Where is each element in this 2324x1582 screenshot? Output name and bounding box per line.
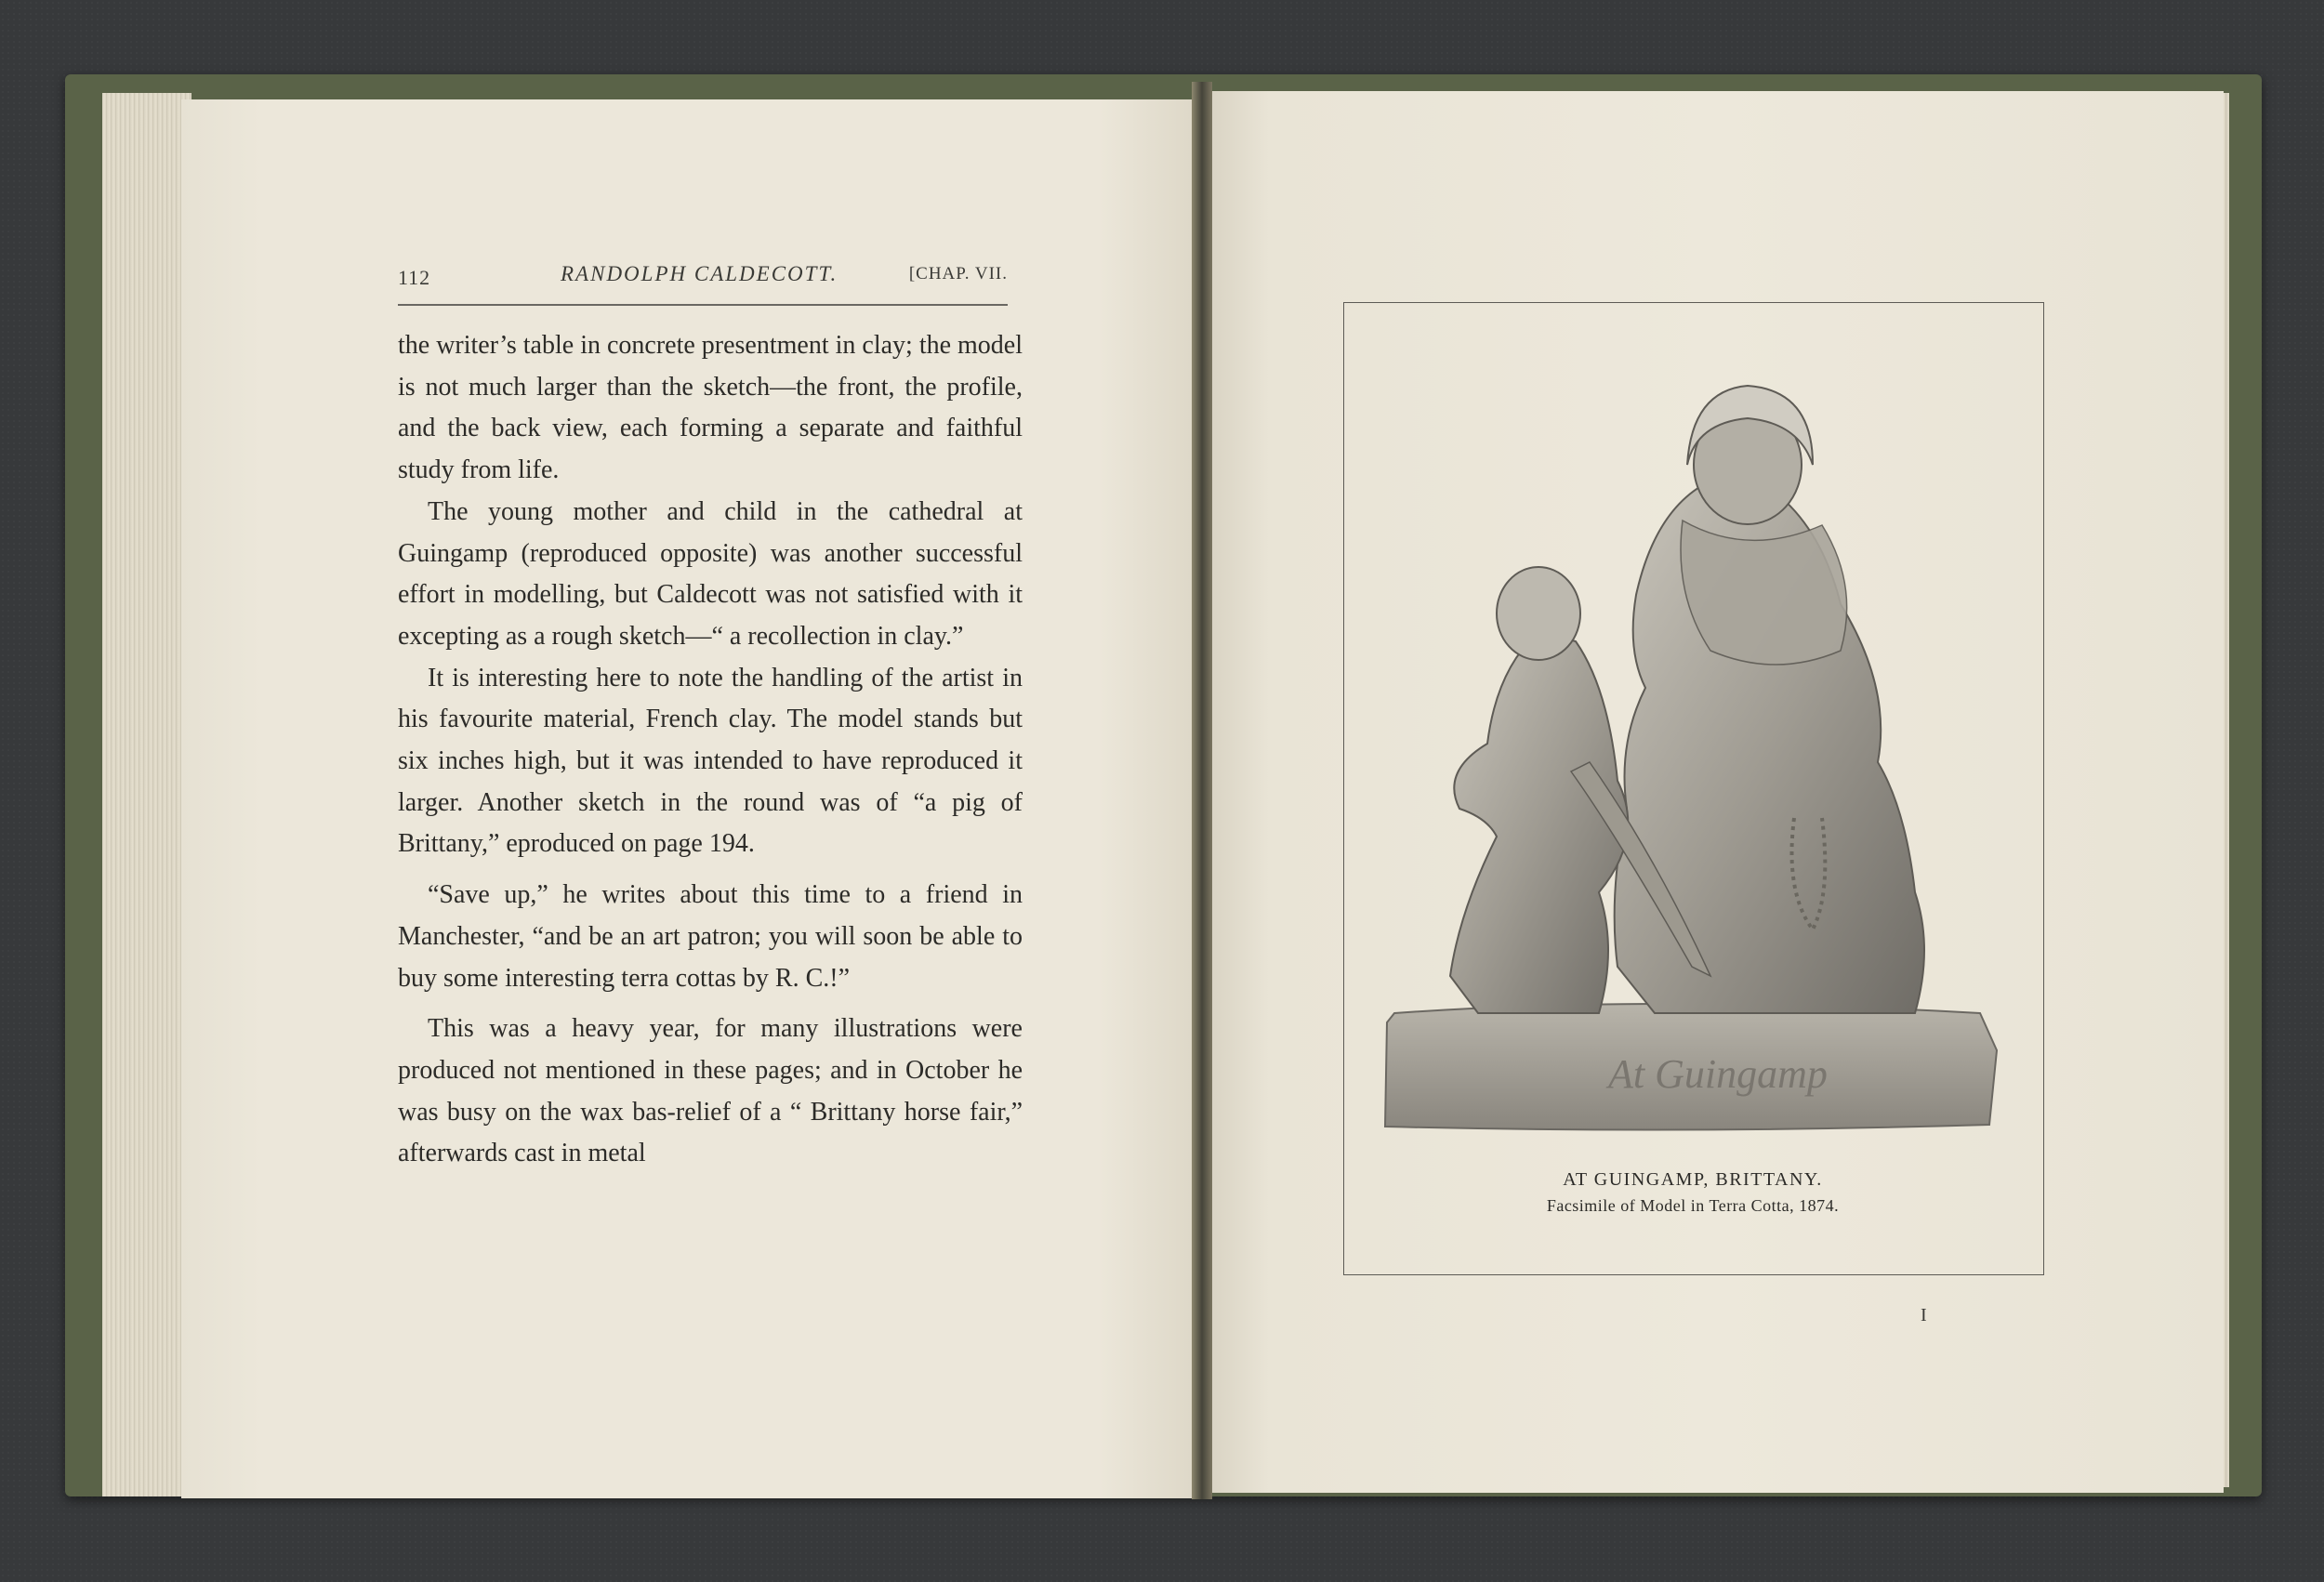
- chapter-label: [CHAP. VII.: [908, 264, 1008, 283]
- figure-caption-title: AT GUINGAMP, BRITTANY.: [1563, 1169, 1823, 1190]
- paragraph: “Save up,” he writes about this time to a friend in Manchester, “and be an art patron; you will soon be able to buy some interesting terra cottas by R. C.!”: [398, 880, 1023, 993]
- signature-mark: I: [1921, 1305, 1927, 1325]
- running-head: [398, 262, 1008, 299]
- paragraph: It is interesting here to note the handling of the artist in his favourite material, French clay. The model stands but six inches high, but it was intended to have reproduced it larger. Another sketch in the round was of “a pig of Brittany,” eproduced on page 194.: [398, 663, 1023, 859]
- base-inscription: At Guingamp: [1608, 1051, 1828, 1097]
- book-gutter: [1192, 82, 1212, 1499]
- child-head: [1497, 567, 1580, 660]
- head-rule: [398, 304, 1008, 306]
- page-number: 112: [398, 266, 431, 289]
- paragraph: the writer’s table in concrete presentment in clay; the model is not much larger than the sketch—the front, the profile, and the back view, each forming a separate and faithful study from life.: [398, 331, 1023, 485]
- figure-caption-subtitle: Facsimile of Model in Terra Cotta, 1874.: [1546, 1196, 1840, 1215]
- mother-shawl: [1681, 521, 1847, 665]
- statue-illustration: [1376, 372, 2017, 1143]
- corner-mark: 6: [2209, 1457, 2215, 1471]
- running-title: RANDOLPH CALDECOTT.: [561, 262, 838, 285]
- page-edges-left: [102, 93, 191, 1496]
- paragraph: This was a heavy year, for many illustrations were produced not mentioned in these pages; and in October he was busy on the wax bas-relief of a “ Brittany horse fair,” afterwards cast in metal: [398, 1014, 1023, 1168]
- child-figure: [1450, 632, 1628, 1013]
- body-text: [398, 325, 1023, 1175]
- paragraph: The young mother and child in the cathedral at Guingamp (reproduced opposite) was another successful effort in modelling, but Caldecott was not satisfied with it excepting as a rough sketch—“ a recollection in clay.”: [398, 496, 1023, 651]
